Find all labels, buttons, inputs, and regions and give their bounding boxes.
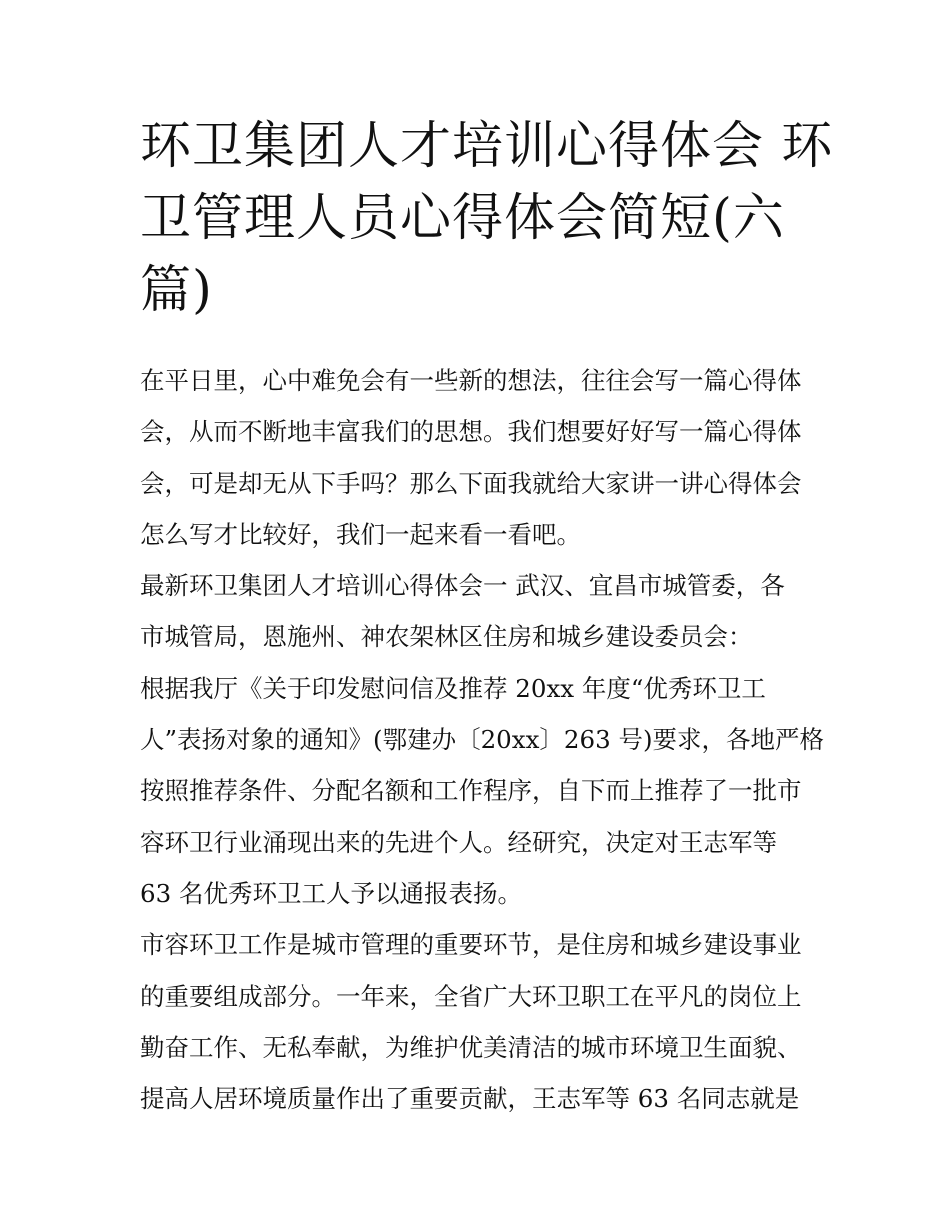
body-line: 怎么写才比较好，我们一起来看一看吧。	[140, 519, 581, 549]
body-line: 市城管局，恩施州、神农架林区住房和城乡建设委员会：	[140, 622, 753, 652]
body-line: 提高人居环境质量作出了重要贡献，王志军等 63 名同志就是	[140, 1084, 800, 1114]
title-line: 环卫集团人才培训心得体会 环	[140, 117, 834, 176]
body-line: 根据我厅《关于印发慰问信及推荐 20xx 年度“优秀环卫工	[140, 673, 766, 703]
title-line: 篇)	[140, 261, 213, 320]
body-line: 按照推荐条件、分配名额和工作程序，自下而上推荐了一批市	[140, 776, 802, 806]
body-line: 在平日里，心中难免会有一些新的想法，往往会写一篇心得体	[140, 366, 802, 395]
body-line: 人”表扬对象的通知》(鄂建办〔20xx〕263 号)要求，各地严格	[140, 725, 824, 755]
body-line: 会，可是却无从下手吗？那么下面我就给大家讲一讲心得体会	[140, 468, 802, 498]
document-title	[140, 111, 834, 327]
body-line: 会，从而不断地丰富我们的思想。我们想要好好写一篇心得体	[140, 417, 802, 447]
body-line: 市容环卫工作是城市管理的重要环节，是住房和城乡建设事业	[140, 930, 802, 960]
body-line: 63 名优秀环卫工人予以通报表扬。	[140, 878, 522, 908]
body-line: 最新环卫集团人才培训心得体会一 武汉、宜昌市城管委，各	[140, 571, 785, 601]
body-line: 容环卫行业涌现出来的先进个人。经研究，决定对王志军等	[140, 827, 777, 857]
document-body	[140, 355, 830, 1124]
title-line: 卫管理人员心得体会简短(六	[140, 189, 785, 248]
body-line: 的重要组成部分。一年来，全省广大环卫职工在平凡的岗位上	[140, 981, 802, 1011]
body-line: 勤奋工作、无私奉献，为维护优美清洁的城市环境卫生面貌、	[140, 1032, 802, 1062]
